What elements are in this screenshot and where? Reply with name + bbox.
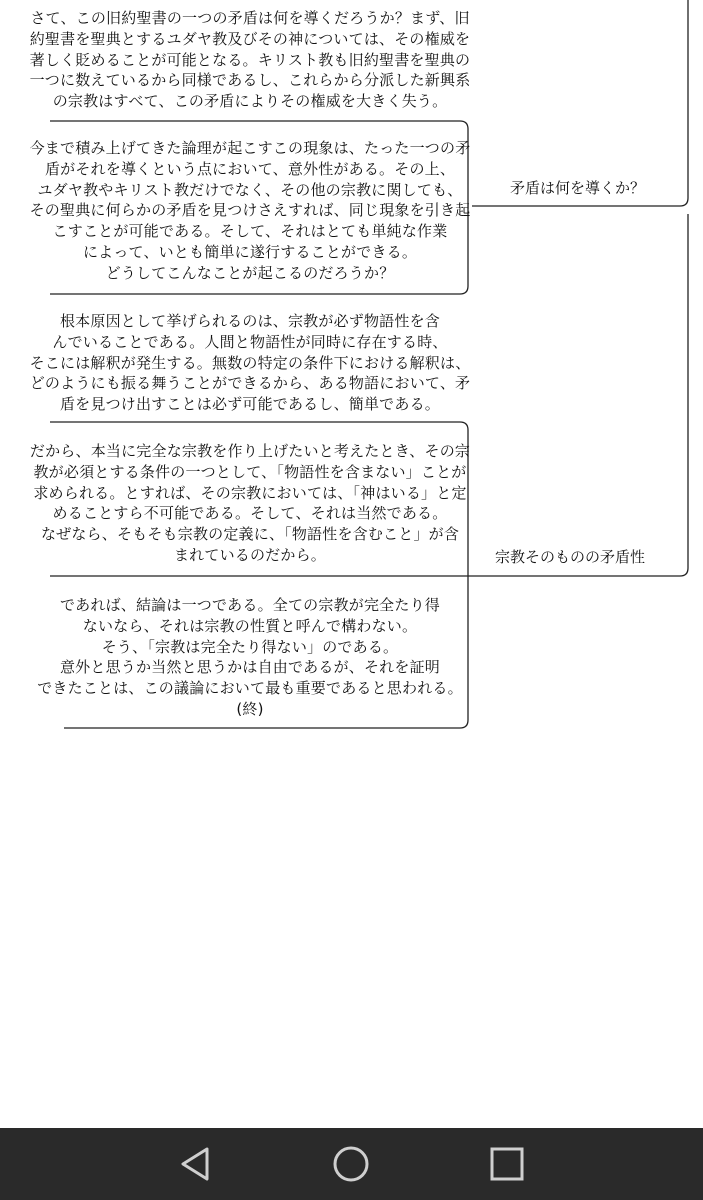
home-icon [331, 1144, 371, 1184]
paragraph-line: の宗教はすべて、この矛盾によりその権威を大きく失う。 [52, 92, 448, 111]
paragraph-line: 今まで積み上げてきた論理が起こすこの現象は、たった一つの矛 [29, 139, 471, 157]
paragraph-line: であれば、結論は一つである。全ての宗教が完全たり得 [59, 596, 440, 614]
back-icon [177, 1144, 213, 1184]
paragraph-1 [22, 8, 478, 112]
paragraph-4 [22, 441, 478, 566]
paragraph-line: できたことは、この議論において最も重要であると思われる。 [37, 679, 463, 698]
paragraph-line: 盾を見つけ出すことは必ず可能であるし、簡単である。 [59, 395, 440, 414]
paragraph-line: ユダヤ教やキリスト教だけでなく、その他の宗教に関しても、 [37, 180, 463, 199]
recents-button[interactable] [457, 1128, 557, 1200]
connector-label1 [472, 0, 688, 206]
paragraph-line: (終) [236, 699, 264, 718]
home-button[interactable] [301, 1128, 401, 1200]
paragraph-line: 意外と思うか当然と思うかは自由であるが、それを証明 [59, 658, 440, 677]
paragraph-line: めることすら不可能である。そして、それは当然である。 [52, 504, 448, 523]
paragraph-line: さて、この旧約聖書の一つの矛盾は何を導くだろうか？まず、旧 [30, 9, 470, 27]
paragraph-line: 著しく貶めることが可能となる。キリスト教も旧約聖書を聖典の [29, 50, 471, 69]
paragraph-line: どうしてこんなことが起こるのだろうか？ [105, 263, 395, 282]
paragraph-line: ないなら、それは宗教の性質と呼んで構わない。 [82, 616, 418, 635]
paragraph-5 [22, 595, 478, 720]
paragraph-line: 一つに数えているから同様であるし、これらから分派した新興系 [29, 71, 471, 90]
back-button[interactable] [145, 1128, 245, 1200]
paragraph-line: どのようにも振る舞うことができるから、ある物語において、矛 [29, 374, 471, 393]
paragraph-3 [22, 311, 478, 415]
recents-icon [489, 1146, 525, 1182]
paragraph-line: 根本原因として挙げられるのは、宗教が必ず物語性を含 [59, 312, 440, 330]
paragraph-line: 教が必須とする条件の一つとして、「物語性を含まない」ことが [33, 462, 467, 481]
paragraph-line: そう、「宗教は完全たり得ない」のである。 [101, 637, 399, 656]
paragraph-line: こすことが可能である。そして、それはとても単純な作業 [52, 222, 448, 241]
side-label-contradiction: 矛盾は何を導くか？ [510, 179, 646, 197]
paragraph-2 [22, 138, 478, 284]
paragraph-line: んでいることである。人間と物語性が同時に存在する時、 [52, 332, 448, 351]
paragraph-line: まれているのだから。 [173, 545, 326, 564]
paragraph-line: によって、いとも簡単に遂行することができる。 [82, 242, 418, 261]
paragraph-line: そこには解釈が発生する。無数の特定の条件下における解釈は、 [29, 353, 471, 372]
paragraph-line: だから、本当に完全な宗教を作り上げたいと考えたとき、その宗 [29, 442, 471, 460]
side-label-religion: 宗教そのものの矛盾性 [495, 548, 646, 566]
paragraph-line: 盾がそれを導くという点において、意外性がある。その上、 [44, 159, 456, 178]
paragraph-line: 約聖書を聖典とするユダヤ教及びその神については、その権威を [29, 29, 471, 48]
paragraph-line: その聖典に何らかの矛盾を見つけさえすれば、同じ現象を引き起 [29, 201, 471, 220]
paragraph-line: 求められる。とすれば、その宗教においては、「神はいる」と定 [33, 483, 467, 502]
paragraph-line: なぜなら、そもそも宗教の定義に、「物語性を含むこと」が含 [40, 525, 460, 544]
navigation-bar [0, 1128, 703, 1200]
